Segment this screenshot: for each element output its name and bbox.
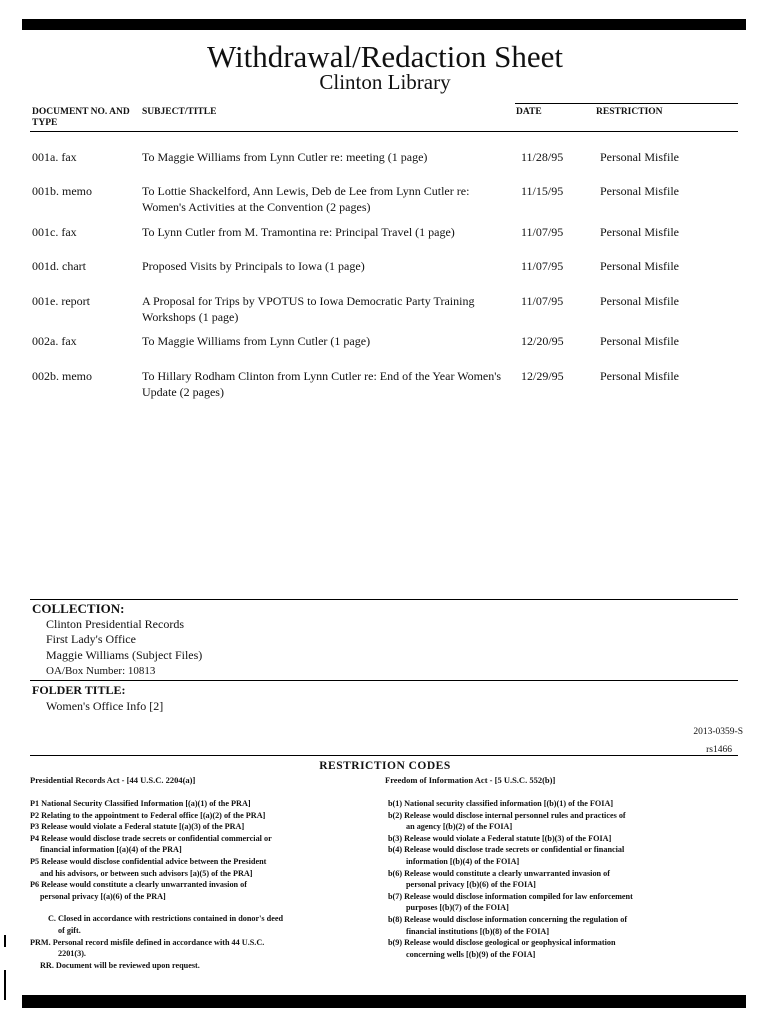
code-item: b(6) Release would constitute a clearly unwarranted invasion of <box>388 868 610 878</box>
doc-subject: Proposed Visits by Principals to Iowa (1 page) <box>142 259 365 273</box>
header-rule-right <box>515 103 738 104</box>
code-item: P4 Release would disclose trade secrets or confidential commercial or <box>30 833 272 843</box>
doc-date: 11/07/95 <box>521 259 564 273</box>
table-row <box>32 293 732 329</box>
doc-subject: To Lottie Shackelford, Ann Lewis, Deb de Lee from Lynn Cutler re: Women's Activities at the Convention (2 pages) <box>142 184 470 214</box>
collection-line: First Lady's Office <box>46 632 136 646</box>
collection-line: OA/Box Number: 10813 <box>46 665 156 677</box>
doc-number: 001e. report <box>32 294 90 308</box>
column-header-doc: DOCUMENT NO. AND TYPE <box>32 107 130 128</box>
code-item: C. Closed in accordance with restrictions contained in donor's deed <box>48 914 284 924</box>
top-rule <box>22 19 746 30</box>
foia-heading: Freedom of Information Act - [5 U.S.C. 552(b)] <box>385 775 556 785</box>
doc-restriction: Personal Misfile <box>600 259 679 273</box>
doc-date: 11/07/95 <box>521 225 564 239</box>
code-item: P1 National Security Classified Information [(a)(1) of the PRA] <box>30 799 251 808</box>
doc-number: 001d. chart <box>32 259 86 273</box>
doc-restriction: Personal Misfile <box>600 369 679 383</box>
code-item: and his advisors, or between such advisors [a)(5) of the PRA] <box>40 868 253 878</box>
column-header-date: DATE <box>516 107 542 117</box>
pra-heading: Presidential Records Act - [44 U.S.C. 2204(a)] <box>30 775 196 785</box>
code-item: b(8) Release would disclose information concerning the regulation of <box>388 914 628 924</box>
code-item: RR. Document will be reviewed upon request. <box>40 960 200 970</box>
table-row <box>32 183 732 219</box>
table-row <box>32 333 732 369</box>
doc-subject: To Hillary Rodham Clinton from Lynn Cutler re: End of the Year Women's Update (2 pages) <box>142 369 502 399</box>
codes-rule <box>30 755 738 756</box>
table-row <box>32 224 732 260</box>
table-row <box>32 149 732 185</box>
doc-number: 001a. fax <box>32 150 77 164</box>
column-header-restriction: RESTRICTION <box>596 107 663 117</box>
doc-number: 001b. memo <box>32 184 92 198</box>
code-item: b(9) Release would disclose geological or geophysical information <box>388 938 616 948</box>
doc-number: 002b. memo <box>32 369 92 383</box>
doc-restriction: Personal Misfile <box>600 334 679 348</box>
pra-codes-list <box>30 798 283 971</box>
doc-restriction: Personal Misfile <box>600 225 679 239</box>
table-row <box>32 368 732 404</box>
code-item: personal privacy [(a)(6) of the PRA] <box>40 891 166 901</box>
code-item: 2201(3). <box>58 949 86 959</box>
collection-line: Maggie Williams (Subject Files) <box>46 648 203 662</box>
code-item: personal privacy [(b)(6) of the FOIA] <box>406 880 536 890</box>
doc-restriction: Personal Misfile <box>600 294 679 308</box>
code-item: b(1) National security classified information [(b)(1) of the FOIA] <box>388 799 614 808</box>
code-item: purposes [(b)(7) of the FOIA] <box>406 903 509 913</box>
bottom-rule <box>22 995 746 1008</box>
scan-mark <box>4 970 6 1000</box>
code-item: of gift. <box>58 925 81 935</box>
code-item: P6 Release would constitute a clearly unwarranted invasion of <box>30 880 247 890</box>
doc-date: 11/28/95 <box>521 150 564 164</box>
doc-date: 12/20/95 <box>521 334 564 348</box>
code-item: financial institutions [(b)(8) of the FOIA] <box>406 926 550 936</box>
doc-number: 002a. fax <box>32 334 77 348</box>
code-item: b(4) Release would disclose trade secrets or confidential or financial <box>388 845 625 855</box>
page-subtitle: Clinton Library <box>319 70 451 94</box>
reference-code: rs1466 <box>706 745 732 755</box>
header-rule <box>30 131 738 132</box>
collection-label: COLLECTION: <box>32 601 125 616</box>
doc-subject: To Maggie Williams from Lynn Cutler re: meeting (1 page) <box>142 150 428 164</box>
code-item: financial information [(a)(4) of the PRA] <box>40 845 182 855</box>
doc-date: 11/15/95 <box>521 184 564 198</box>
folder-rule <box>30 680 738 681</box>
column-header-subject: SUBJECT/TITLE <box>142 107 217 117</box>
code-item: b(3) Release would violate a Federal statute [(b)(3) of the FOIA] <box>388 833 612 843</box>
code-item: P3 Release would violate a Federal statute [(a)(3) of the PRA] <box>30 822 245 832</box>
table-row <box>32 258 732 294</box>
doc-number: 001c. fax <box>32 225 77 239</box>
page-title: Withdrawal/Redaction Sheet <box>206 39 563 74</box>
doc-subject: A Proposal for Trips by VPOTUS to Iowa Democratic Party Training Workshops (1 page) <box>142 294 475 324</box>
folder-label: FOLDER TITLE: <box>32 683 126 697</box>
restriction-codes-title: RESTRICTION CODES <box>319 760 451 772</box>
collection-line: Clinton Presidential Records <box>46 617 184 631</box>
case-number: 2013-0359-S <box>693 727 743 737</box>
code-item: b(2) Release would disclose internal personnel rules and practices of <box>388 810 626 820</box>
code-item: concerning wells [(b)(9) of the FOIA] <box>406 949 536 959</box>
code-item: information [(b)(4) of the FOIA] <box>406 856 520 866</box>
code-item: PRM. Personal record misfile defined in accordance with 44 U.S.C. <box>30 937 265 947</box>
code-item: P2 Relating to the appointment to Federal office [(a)(2) of the PRA] <box>30 810 266 820</box>
doc-restriction: Personal Misfile <box>600 184 679 198</box>
scan-mark <box>4 935 6 947</box>
code-item: P5 Release would disclose confidential advice between the President <box>30 856 267 866</box>
folder-title: Women's Office Info [2] <box>46 699 164 713</box>
code-item: b(7) Release would disclose information compiled for law enforcement <box>388 891 633 901</box>
doc-subject: To Maggie Williams from Lynn Cutler (1 page) <box>142 334 371 348</box>
doc-date: 11/07/95 <box>521 294 564 308</box>
doc-date: 12/29/95 <box>521 369 564 383</box>
code-item: an agency [(b)(2) of the FOIA] <box>406 822 513 832</box>
collection-rule <box>30 599 738 600</box>
doc-subject: To Lynn Cutler from M. Tramontina re: Principal Travel (1 page) <box>142 225 455 239</box>
foia-codes-list <box>388 798 633 960</box>
doc-restriction: Personal Misfile <box>600 150 679 164</box>
